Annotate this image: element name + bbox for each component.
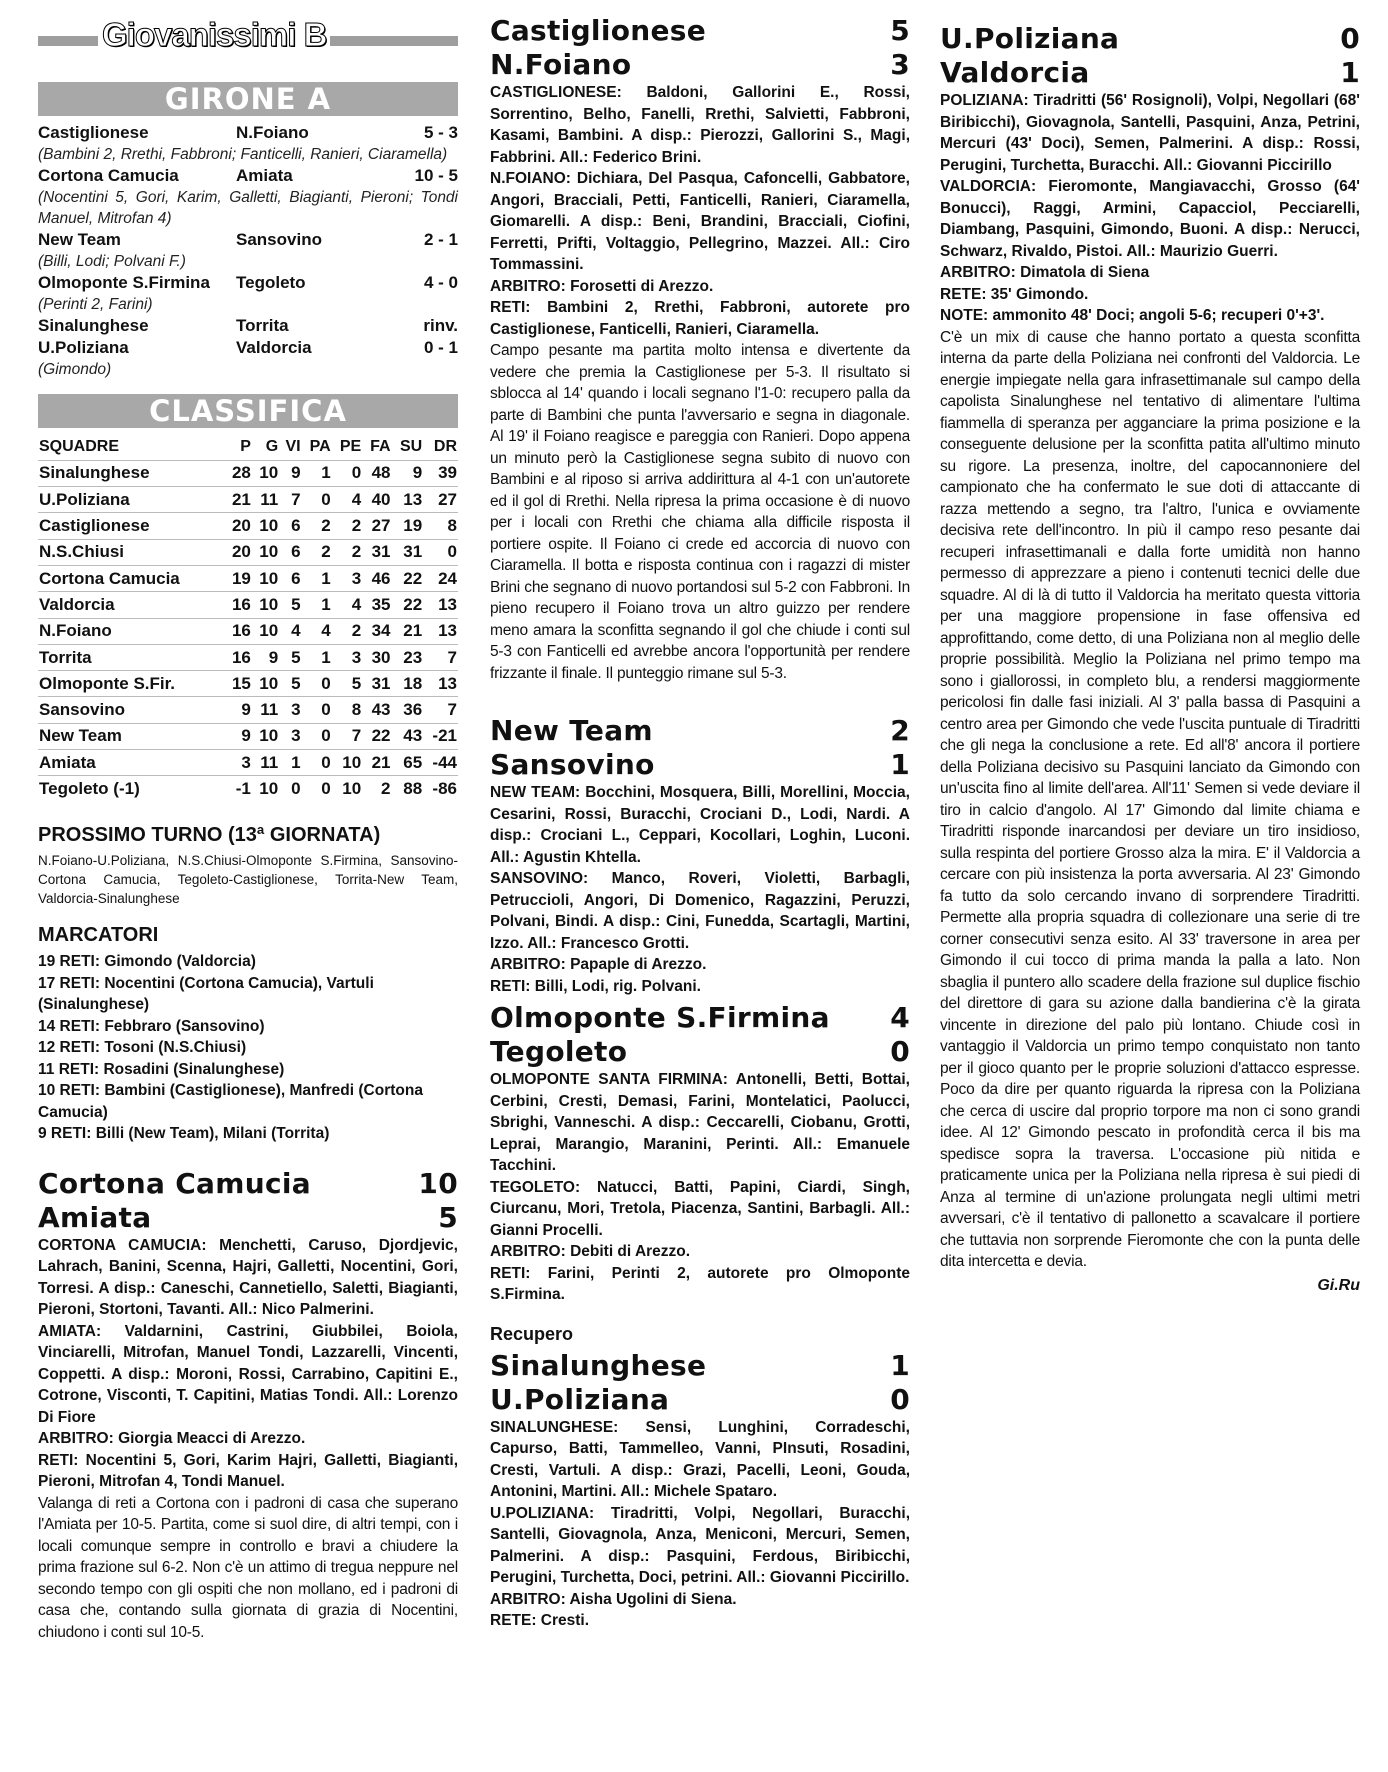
score: 10 - 5 (414, 166, 458, 185)
stat-cell: 6 (279, 513, 301, 539)
score: 0 - 1 (423, 338, 458, 357)
home-team: Sinalunghese (490, 1348, 707, 1382)
scorers: (Nocentini 5, Gori, Karim, Galletti, Biagianti, Pieroni; Tondi Manuel, Mitrofan 4) (38, 189, 458, 227)
stat-cell: 16 (225, 644, 252, 670)
stat-cell: 10 (332, 750, 363, 776)
table-row (38, 460, 458, 486)
away-team: N.Foiano (490, 48, 632, 81)
stat-cell: 31 (362, 539, 391, 565)
column-header: G (265, 437, 279, 455)
stat-cell: 13 (423, 671, 458, 697)
stat-cell: 28 (225, 460, 252, 486)
stat-cell: 48 (362, 460, 391, 486)
stat-cell: 2 (302, 513, 332, 539)
home-goals: 5 (890, 14, 910, 47)
stat-cell: 0 (423, 539, 458, 565)
match-header-away (490, 1035, 910, 1069)
team-name: Castiglionese (38, 513, 225, 539)
standings-table (38, 434, 458, 802)
goals: RETI: Billi, Lodi, rig. Polvani. (490, 977, 701, 995)
stat-cell: 43 (392, 723, 424, 749)
lineup-away: TEGOLETO: Natucci, Batti, Papini, Ciardi, Singh, Ciurcanu, Mori, Tretola, Piacenza, Santini, Barbagli. All.: Gianni Procelli. (490, 1178, 910, 1239)
team-name: Valdorcia (38, 592, 225, 618)
stat-cell: 39 (423, 460, 458, 486)
stat-cell: 23 (392, 644, 424, 670)
scorer-line: 9 RETI: Billi (New Team), Milani (Torrita) (38, 1125, 330, 1143)
match-report: Valanga di reti a Cortona con i padroni di casa che superano l'Amiata per 10-5. Partita, come si suol dire, di altri tempi, con i locali comunque sempre in controllo e bravi a chiudere la prima frazione sul 6-2. Non c'è un attimo di tregua neppure nel secondo tempo con gli ospiti che non mollano, ed i padroni di casa che, contando sulla giornata di grazia di Nocentini, chiudono i conti sul 10-5. (38, 1494, 458, 1641)
referee: ARBITRO: Papaple di Arezzo. (490, 956, 707, 973)
result-row (38, 315, 458, 337)
away-team: Tegoleto (490, 1035, 628, 1068)
goals: RETE: 35' Gimondo. (940, 285, 1089, 303)
stat-cell: 7 (423, 644, 458, 670)
match-sinalunghese (490, 1349, 910, 1632)
stat-cell: 21 (225, 487, 252, 513)
stat-cell: 40 (362, 487, 391, 513)
stat-cell: 0 (302, 671, 332, 697)
table-header (38, 434, 458, 460)
stat-cell: 3 (332, 565, 363, 591)
stat-cell: 22 (392, 565, 424, 591)
column-left (38, 8, 458, 1643)
away-team: Torrita (236, 316, 289, 335)
column-middle (490, 8, 910, 1632)
stat-cell: 9 (252, 644, 279, 670)
match-olmoponte (490, 1001, 910, 1306)
lineup-home: CASTIGLIONESE: Baldoni, Gallorini E., Rossi, Sorrentino, Belho, Fanelli, Rrethi, Salvietti, Fabbroni, Kasami, Bambini. A disp.: Pierozzi, Gallorini S., Magi, Fabbrini. All.: Federico Brini. (490, 84, 910, 166)
stat-cell: 31 (392, 539, 424, 565)
stat-cell: 11 (252, 697, 279, 723)
home-team: New Team (490, 714, 653, 747)
page-title: Giovanissimi B (98, 16, 330, 54)
referee: ARBITRO: Aisha Ugolini di Siena. (490, 1590, 737, 1608)
scorer-line: 19 RETI: Gimondo (Valdorcia) (38, 953, 256, 971)
team-name: Amiata (38, 750, 225, 776)
away-team: Sansovino (236, 230, 322, 249)
match-header-away (490, 748, 910, 782)
stat-cell: 36 (392, 697, 424, 723)
stat-cell: 10 (252, 460, 279, 486)
home-team: Sinalunghese (38, 316, 149, 335)
referee: ARBITRO: Forosetti di Arezzo. (490, 277, 714, 295)
stat-cell: 24 (423, 565, 458, 591)
lineup-home: POLIZIANA: Tiradritti (56' Rosignoli), Volpi, Negollari (68' Biribicchi), Giovagnola, Santelli, Pasquini, Anza, Petrini, Mercuri (43' Doci), Semen, Palmerini. A disp.: Rossi, Perugini, Turchetta, Buracchi. All.: Giovanni Piccirillo (940, 92, 1360, 174)
stat-cell: 10 (252, 776, 279, 802)
stat-cell: 5 (279, 592, 301, 618)
home-team: New Team (38, 230, 121, 249)
result-row (38, 122, 458, 144)
stat-cell: 16 (225, 618, 252, 644)
away-team: Valdorcia (940, 56, 1090, 89)
scorer-line: 14 RETI: Febbraro (Sansovino) (38, 1017, 265, 1035)
stat-cell: 2 (332, 618, 363, 644)
stat-cell: 27 (362, 513, 391, 539)
table-row (38, 487, 458, 513)
referee: ARBITRO: Dimatola di Siena (940, 264, 1150, 281)
home-team: Olmoponte S.Firmina (38, 273, 210, 292)
stat-cell: 11 (252, 487, 279, 513)
stat-cell: 13 (423, 592, 458, 618)
stat-cell: 43 (362, 697, 391, 723)
stat-cell: 5 (332, 671, 363, 697)
stat-cell: 3 (225, 750, 252, 776)
match-newteam (490, 714, 910, 997)
match-poliziana (940, 22, 1360, 1295)
home-goals: 2 (890, 714, 910, 747)
scorers: (Gimondo) (38, 361, 112, 378)
stat-cell: 88 (392, 776, 424, 802)
lineup-away: SANSOVINO: Manco, Roveri, Violetti, Barbagli, Petruccioli, Angori, Di Domenico, Ragazzini, Peruzzi, Polvani, Bindi. A disp.: Cini, Funedda, Scartagli, Martini, Izzo. All.: Francesco Grotti. (490, 870, 910, 952)
match-cortona (38, 1167, 458, 1644)
stat-cell: 2 (302, 539, 332, 565)
stat-cell: 1 (279, 750, 301, 776)
stat-cell: 4 (279, 618, 301, 644)
table-row (38, 671, 458, 697)
home-team: Castiglionese (490, 14, 707, 47)
stat-cell: -1 (225, 776, 252, 802)
column-header: DR (433, 437, 457, 455)
match-report: C'è un mix di cause che hanno portato a questa sconfitta interna da parte della Poliziana nei confronti del Valdorcia. Le energie impiegate nella gara infrasettimanale sul campo della capolista Sinalunghese nel tentativo di alimentare l'ultima fiammella di speranza per agganciare la prima posizione e la conseguente delusione per la sconfitta patita all'ultimo minuto su rigore. La presenza, inoltre, del capocannoniere del campionato che ha confermato le sue doti di attaccante di razza mettendo a segno, tra l'altro, l'unica e ovviamente decisiva rete dell'incontro. In più il campo reso pesante dai recuperi infrasettimanali e dalla forte umidità non hanno permesso di apprezzare a pieno i contenuti tecnici delle due squadre. Al di là di tutto il Valdorcia ha meritato questa vittoria per una maggiore propensione in fase offensiva ed approfittando, come detto, di una Poliziana non al meglio delle proprie possibilità. Meglio la Poliziana nel primo tempo ma sono i giallorossi, in completo blu, a rendersi maggiormente pericolosi fin dalle fasi iniziali. Al 3' palla bassa di Pasquini a centro area per Gimondo che vede l'uscita puntuale di Tiradritti che gli nega la conclusione a rete. Ed all'8' ancora il portiere della Poliziana decisivo su Pasquini lanciato da Gimondo con un'uscita fino al limite dell'area. All'11' Semen si vede deviare il tiro in calcio d'angolo. Al 17' Gimondo dal limite chiama e Tiradritti risponde inarcandosi per deviare un tiro insidioso, sulla respinta del portiere Grosso alza la mira. E' il Valdorcia a cercare con più insistenza la porta avversaria. Al 23' Gimondo fa tutto da solo cercando invano di sorprendere Tiradritti. Permette alla propria squadra di collezionare una serie di tre corner consecutivi senza esito. Al 33' traversone in area per Gimondo il cui tocco di prima manda la palla a lato. Non sbaglia il puntero allo scadere della frazione sul duplice fischio del direttore di gara su azione dalla bandierina c'è la girata vincente in direzione del palo più lontano. Chiude così in vantaggio il Valdorcia un primo tempo conquistato non tanto per il gioco quanto per le proprie soluzioni d'attacco espresse. Poco da dire per quanto riguarda la ripresa con la Poliziana che cerca di uscire dal proprio torpore ma non ci sono grandi idee. Al 12' Gimondo pescato in profondità cerca il bis ma spedisce sopra la traversa. L'occasione più nitida e praticamente unica per la Poliziana nella ripresa è sui piedi di Anza al termine di un'azione prolungata negli ultimi metri avversari, c'è il tentativo di pallonetto a scavalcare il portiere che tuttavia non sorprende Fieromonte che con la punta delle dita intercetta e devia. (940, 328, 1360, 1270)
classifica-band: CLASSIFICA (38, 394, 458, 428)
stat-cell: 5 (279, 671, 301, 697)
stat-cell: 2 (362, 776, 391, 802)
goals: RETI: Farini, Perinti 2, autorete pro Olmoponte S.Firmina. (490, 1264, 910, 1303)
stat-cell: 10 (252, 592, 279, 618)
home-team: Olmoponte S.Firmina (490, 1001, 830, 1034)
stat-cell: -44 (423, 750, 458, 776)
result-row (38, 165, 458, 187)
stat-cell: 27 (423, 487, 458, 513)
column-header: SU (399, 437, 423, 455)
match-header-away (490, 48, 910, 82)
stat-cell: 3 (279, 697, 301, 723)
prossimo-text: N.Foiano-U.Poliziana, N.S.Chiusi-Olmoponte S.Firmina, Sansovino-Cortona Camucia, Tegoleto-Castiglionese, Torrita-New Team, Valdorcia-Sinalunghese (38, 853, 458, 907)
match-header-home (490, 14, 910, 48)
match-header-home (490, 1349, 910, 1383)
home-team: Cortona Camucia (38, 1166, 311, 1200)
home-team: Castiglionese (38, 123, 149, 142)
table-row (38, 592, 458, 618)
stat-cell: 0 (279, 776, 301, 802)
away-team: Sansovino (490, 748, 655, 781)
stat-cell: 22 (392, 592, 424, 618)
match-header-home (490, 1001, 910, 1035)
stat-cell: 6 (279, 539, 301, 565)
away-goals: 0 (890, 1035, 910, 1068)
stat-cell: -21 (423, 723, 458, 749)
stat-cell: 8 (332, 697, 363, 723)
notes: NOTE: ammonito 48' Doci; angoli 5-6; recuperi 0'+3'. (940, 307, 1325, 324)
away-team: Valdorcia (236, 338, 312, 357)
team-name: Torrita (38, 644, 225, 670)
goals: RETI: Bambini 2, Rrethi, Fabbroni, autorete pro Castiglionese, Fanticelli, Ranieri, Ciaramella. (490, 299, 910, 338)
lineup-home: OLMOPONTE SANTA FIRMINA: Antonelli, Betti, Bottai, Cerbini, Cresti, Demasi, Farini, Montelatici, Paolucci, Sbrighi, Vanneschi. A disp.: Ceccarelli, Ciobanu, Grotti, Leprai, Marangio, Maranini, Perinti. All.: Emanuele Tacchini. (490, 1071, 910, 1174)
score: rinv. (423, 316, 458, 335)
scorers: (Billi, Lodi; Polvani F.) (38, 253, 186, 270)
home-goals: 1 (890, 1348, 910, 1382)
stat-cell: 9 (225, 723, 252, 749)
column-header: FA (370, 437, 391, 455)
column-header: P (240, 437, 251, 455)
column-header: SQUADRE (39, 437, 120, 455)
stat-cell: 0 (302, 750, 332, 776)
match-castiglionese (490, 14, 910, 684)
team-name: Tegoleto (-1) (38, 776, 225, 802)
stat-cell: 20 (225, 513, 252, 539)
home-team: U.Poliziana (38, 338, 129, 357)
lineup-away: AMIATA: Valdarnini, Castrini, Giubbilei, Boiola, Vinciarelli, Mitrofan, Manuel Tondi, Lazzarelli, Vincenti, Coppetti. A disp.: Moroni, Rossi, Carrabino, Capitini E., Cotrone, Visconti, T. Capitini, Matias Tondi. All.: Lorenzo Di Fiore (38, 1322, 458, 1426)
away-goals: 5 (438, 1200, 458, 1234)
stat-cell: 4 (302, 618, 332, 644)
stat-cell: 10 (252, 618, 279, 644)
stat-cell: 65 (392, 750, 424, 776)
stat-cell: 7 (423, 697, 458, 723)
stat-cell: 0 (302, 487, 332, 513)
stat-cell: 21 (362, 750, 391, 776)
column-header: PA (309, 437, 331, 455)
stat-cell: 5 (279, 644, 301, 670)
lineup-away: VALDORCIA: Fieromonte, Mangiavacchi, Grosso (64' Bonucci), Raggi, Armini, Capacciol, Pecciarelli, Diambang, Pasquini, Gimondo, Buoni. A disp.: Nerucci, Schwarz, Rivaldo, Pistoi. All.: Maurizio Guerri. (940, 178, 1360, 260)
lineup-away: N.FOIANO: Dichiara, Del Pasqua, Cafoncelli, Gabbatore, Angori, Bracciali, Petti, Fanticelli, Ranieri, Ciaramella, Giomarelli. A disp.: Beni, Brandini, Bracciali, Ciofini, Ferretti, Prifti, Voltaggio, Pellegrino, Mazzei. All.: Ciro Tommassini. (490, 170, 910, 273)
score: 5 - 3 (423, 123, 458, 142)
stat-cell: 9 (279, 460, 301, 486)
stat-cell: 0 (302, 776, 332, 802)
scorers: (Perinti 2, Farini) (38, 296, 153, 313)
team-name: N.Foiano (38, 618, 225, 644)
team-name: N.S.Chiusi (38, 539, 225, 565)
table-row (38, 565, 458, 591)
stat-cell: 1 (302, 592, 332, 618)
marcatori-title: MARCATORI (38, 924, 159, 947)
home-team: Cortona Camucia (38, 166, 179, 185)
stat-cell: 19 (392, 513, 424, 539)
away-team: U.Poliziana (490, 1382, 670, 1416)
stat-cell: 22 (362, 723, 391, 749)
away-team: Tegoleto (236, 273, 306, 292)
column-header: VI (285, 437, 301, 455)
stat-cell: 30 (362, 644, 391, 670)
lineup-home: NEW TEAM: Bocchini, Mosquera, Billi, Morellini, Moccia, Cesarini, Rossi, Buracchi, Crociani D., Lodi, Nardi. A disp.: Crociani L., Ceppari, Kocollari, Loghin, Luconi. All.: Agustin Khtella. (490, 784, 910, 866)
stat-cell: 7 (332, 723, 363, 749)
home-goals: 4 (890, 1001, 910, 1034)
stat-cell: 19 (225, 565, 252, 591)
stat-cell: 8 (423, 513, 458, 539)
stat-cell: 0 (302, 723, 332, 749)
stat-cell: -86 (423, 776, 458, 802)
stat-cell: 10 (252, 671, 279, 697)
match-header-away (490, 1383, 910, 1417)
away-goals: 3 (890, 48, 910, 81)
scorers: (Bambini 2, Rrethi, Fabbroni; Fanticelli, Ranieri, Ciaramella) (38, 146, 448, 163)
marcatori-list (38, 951, 458, 1145)
lineup-away: U.POLIZIANA: Tiradritti, Volpi, Negollari, Buracchi, Santelli, Giovagnola, Anza, Meniconi, Mercuri, Semen, Palmerini. A disp.: Pasquini, Ferdous, Biribicchi, Perugini, Turchetta, Doci, petrini. All.: Giovanni Piccirillo. (490, 1504, 910, 1586)
author-signature: Gi.Ru (1317, 1276, 1360, 1294)
stat-cell: 16 (225, 592, 252, 618)
table-row (38, 618, 458, 644)
home-goals: 0 (1340, 22, 1360, 55)
away-team: N.Foiano (236, 123, 309, 142)
stat-cell: 0 (332, 460, 363, 486)
stat-cell: 20 (225, 539, 252, 565)
stat-cell: 3 (279, 723, 301, 749)
table-row (38, 644, 458, 670)
stat-cell: 10 (252, 723, 279, 749)
results-list (38, 122, 458, 380)
referee: ARBITRO: Giorgia Meacci di Arezzo. (38, 1430, 306, 1448)
lineup-home: CORTONA CAMUCIA: Menchetti, Caruso, Djordjevic, Lahrach, Banini, Scenna, Hajri, Galletti, Nocentini, Gori, Torresi. A disp.: Caneschi, Cannetiello, Saletti, Biagianti, Pieroni, Stortoni, Tavanti. All.: Nico Palmerini. (38, 1236, 458, 1319)
match-header-home (940, 22, 1360, 56)
stat-cell: 13 (423, 618, 458, 644)
stat-cell: 15 (225, 671, 252, 697)
table-row (38, 776, 458, 802)
match-header-away (38, 1201, 458, 1235)
lineup-home: SINALUNGHESE: Sensi, Lunghini, Corradeschi, Capurso, Batti, Tammelleo, Vanni, PInsuti, Rosadini, Cresti, Vartuli. A disp.: Grazi, Pacelli, Leoni, Gouda, Antonini, Martini. All.: Michele Spataro. (490, 1418, 910, 1500)
stat-cell: 13 (392, 487, 424, 513)
stat-cell: 10 (252, 565, 279, 591)
result-row (38, 272, 458, 294)
table-row (38, 513, 458, 539)
table-row (38, 750, 458, 776)
stat-cell: 2 (332, 513, 363, 539)
stat-cell: 3 (332, 644, 363, 670)
score: 2 - 1 (423, 230, 458, 249)
away-goals: 1 (1340, 56, 1360, 89)
team-name: U.Poliziana (38, 487, 225, 513)
away-goals: 1 (890, 748, 910, 781)
stat-cell: 0 (302, 697, 332, 723)
scorer-line: 17 RETI: Nocentini (Cortona Camucia), Vartuli (Sinalunghese) (38, 974, 374, 1014)
stat-cell: 4 (332, 487, 363, 513)
away-team: Amiata (236, 166, 293, 185)
column-header: PE (339, 437, 362, 455)
result-row (38, 229, 458, 251)
stat-cell: 6 (279, 565, 301, 591)
team-name: New Team (38, 723, 225, 749)
stat-cell: 1 (302, 565, 332, 591)
stat-cell: 9 (392, 460, 424, 486)
away-team: Amiata (38, 1200, 152, 1234)
stat-cell: 1 (302, 460, 332, 486)
match-header-home (490, 714, 910, 748)
prossimo-title: PROSSIMO TURNO (13ª GIORNATA) (38, 824, 381, 847)
stat-cell: 11 (252, 750, 279, 776)
home-goals: 10 (418, 1166, 458, 1200)
stat-cell: 10 (332, 776, 363, 802)
table-row (38, 723, 458, 749)
stat-cell: 10 (252, 513, 279, 539)
section-title (38, 14, 458, 62)
match-report: Campo pesante ma partita molto intensa e divertente da vedere che premia la Castiglionese per 5-3. Il risultato si sblocca al 14' quando i locali segnano l'1-0: recupero palla da parte di Bambini che punta l'avversario e segna in diagonale. Al 19' il Foiano reagisce e pareggia con Ranieri. Dopo appena un minuto però la Castiglionese segna subito di nuovo con Bambini e al riposo si arriva addirittura al 4-1 con un'autorete ed il gol di Rrethi. Nella ripresa la prima occasione è di nuovo per i locali con Rrethi che chiama alla difficile risposta il portiere ospite. Il Foiano ci crede ed accorcia di nuovo con Ciaramella. Il botta e risposta continua con i ragazzi di mister Brini che segnano di nuovo portandosi sul 5-2 con Fabbroni. In pieno recupero il Foiano trova un altro guizzo per rendere meno amara la sconfitta segnando il gol che chiude i conti sul 5-3 con Fanticelli ed avrebbe ancora l'opportunità per rendere frizzante il finale. Il punteggio rimane sul 5-3. (490, 342, 910, 682)
home-team: U.Poliziana (940, 22, 1120, 55)
stat-cell: 31 (362, 671, 391, 697)
team-name: Sinalunghese (38, 460, 225, 486)
stat-cell: 34 (362, 618, 391, 644)
stat-cell: 9 (225, 697, 252, 723)
stat-cell: 10 (252, 539, 279, 565)
stat-cell: 35 (362, 592, 391, 618)
referee: ARBITRO: Debiti di Arezzo. (490, 1243, 691, 1260)
recupero-label: Recupero (490, 1323, 574, 1344)
goals: RETE: Cresti. (490, 1612, 590, 1629)
table-row (38, 539, 458, 565)
stat-cell: 4 (332, 592, 363, 618)
stat-cell: 1 (302, 644, 332, 670)
result-row (38, 337, 458, 359)
scorer-line: 11 RETI: Rosadini (Sinalunghese) (38, 1060, 285, 1078)
column-right (940, 8, 1360, 1295)
match-header-away (940, 56, 1360, 90)
team-name: Sansovino (38, 697, 225, 723)
goals: RETI: Nocentini 5, Gori, Karim Hajri, Galletti, Biagianti, Pieroni, Mitrofan 4, Tondi Manuel. (38, 1451, 458, 1491)
stat-cell: 2 (332, 539, 363, 565)
stat-cell: 7 (279, 487, 301, 513)
stat-cell: 21 (392, 618, 424, 644)
girone-band: GIRONE A (38, 82, 458, 116)
score: 4 - 0 (423, 273, 458, 292)
team-name: Cortona Camucia (38, 565, 225, 591)
away-goals: 0 (890, 1382, 910, 1416)
table-row (38, 697, 458, 723)
scorer-line: 12 RETI: Tosoni (N.S.Chiusi) (38, 1039, 247, 1057)
stat-cell: 18 (392, 671, 424, 697)
team-name: Olmoponte S.Fir. (38, 671, 225, 697)
stat-cell: 46 (362, 565, 391, 591)
scorer-line: 10 RETI: Bambini (Castiglionese), Manfredi (Cortona Camucia) (38, 1082, 423, 1121)
match-header-home (38, 1167, 458, 1201)
